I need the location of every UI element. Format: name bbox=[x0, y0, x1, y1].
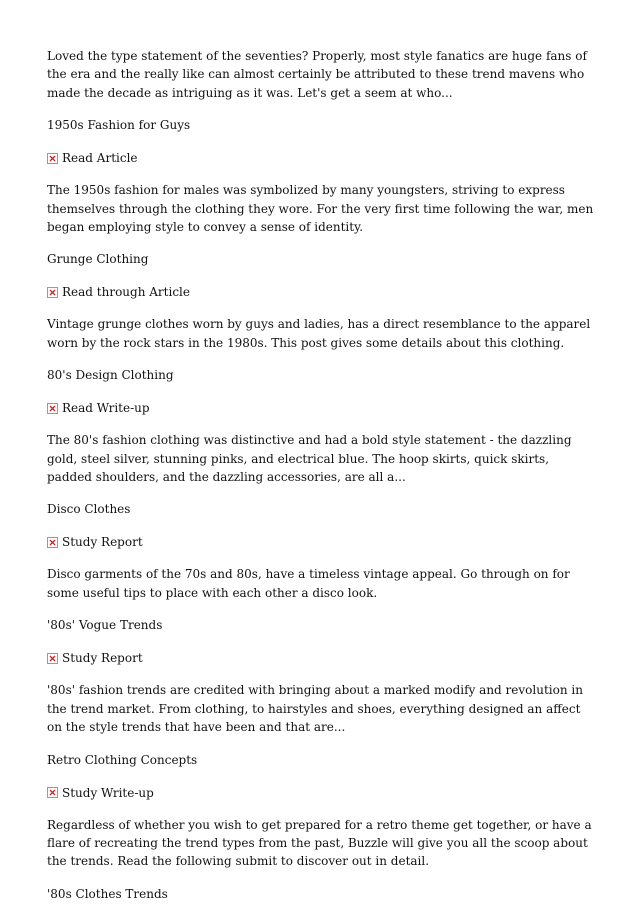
section-body: Vintage grunge clothes worn by guys and ladies, has a direct resemblance to the apparel worn by the rock stars in the 1980s. This post gives some details about this clothing. bbox=[47, 317, 591, 350]
broken-image-icon bbox=[47, 403, 58, 414]
broken-image-icon bbox=[47, 653, 58, 664]
read-link[interactable] bbox=[47, 649, 597, 667]
intro-paragraph: Loved the type statement of the seventies? Properly, most style fanatics are huge fans of the era and the really like can almost certainly be attributed to these trend mavens who made the decade as intriguing as it was. Let's get a seem at who... bbox=[47, 49, 587, 100]
read-link-label[interactable]: Study Report bbox=[62, 651, 143, 666]
section-heading: '80s Clothes Trends bbox=[47, 886, 168, 901]
read-link-label[interactable]: Read Article bbox=[62, 151, 138, 166]
read-link[interactable] bbox=[47, 283, 597, 301]
section-heading: Disco Clothes bbox=[47, 502, 131, 517]
section-body: The 1950s fashion for males was symbolized by many youngsters, striving to express themselves through the clothing they wore. For the very first time following the war, men began employing style to convey a sense of identity. bbox=[47, 183, 594, 235]
read-link[interactable] bbox=[47, 784, 597, 802]
broken-image-icon bbox=[47, 537, 58, 548]
section-heading: Retro Clothing Concepts bbox=[47, 752, 198, 767]
read-link-label[interactable]: Read through Article bbox=[62, 285, 190, 300]
read-link[interactable] bbox=[47, 149, 597, 167]
read-link[interactable] bbox=[47, 533, 597, 551]
section-body: '80s' fashion trends are credited with bringing about a marked modify and revolution in the trend market. From clothing, to hairstyles and shoes, everything designed an affect on the style trends that have been and that are... bbox=[47, 683, 583, 735]
read-link-label[interactable]: Study Report bbox=[62, 535, 143, 550]
section-body: The 80's fashion clothing was distinctive and had a bold style statement - the dazzling gold, steel silver, stunning pinks, and electrical blue. The hoop skirts, quick skirts, padded shoulders, and the dazzling accessories, are all a... bbox=[47, 433, 572, 485]
read-link-label[interactable]: Study Write-up bbox=[62, 785, 154, 800]
section-heading: Grunge Clothing bbox=[47, 252, 149, 267]
section-heading: 80's Design Clothing bbox=[47, 368, 174, 383]
broken-image-icon bbox=[47, 287, 58, 298]
section-body: Regardless of whether you wish to get prepared for a retro theme get together, or have a flare of recreating the trend types from the past, Buzzle will give you all the scoop about the trends. Read the following submit to discover out in detail. bbox=[47, 817, 592, 869]
section-heading: '80s' Vogue Trends bbox=[47, 618, 163, 633]
section-heading: 1950s Fashion for Guys bbox=[47, 118, 191, 133]
section-body: Disco garments of the 70s and 80s, have a timeless vintage appeal. Go through on for some useful tips to place with each other a disco look. bbox=[47, 567, 570, 600]
read-link[interactable] bbox=[47, 399, 597, 417]
broken-image-icon bbox=[47, 787, 58, 798]
document-page bbox=[47, 47, 597, 918]
read-link-label[interactable]: Read Write-up bbox=[62, 401, 150, 416]
broken-image-icon bbox=[47, 153, 58, 164]
